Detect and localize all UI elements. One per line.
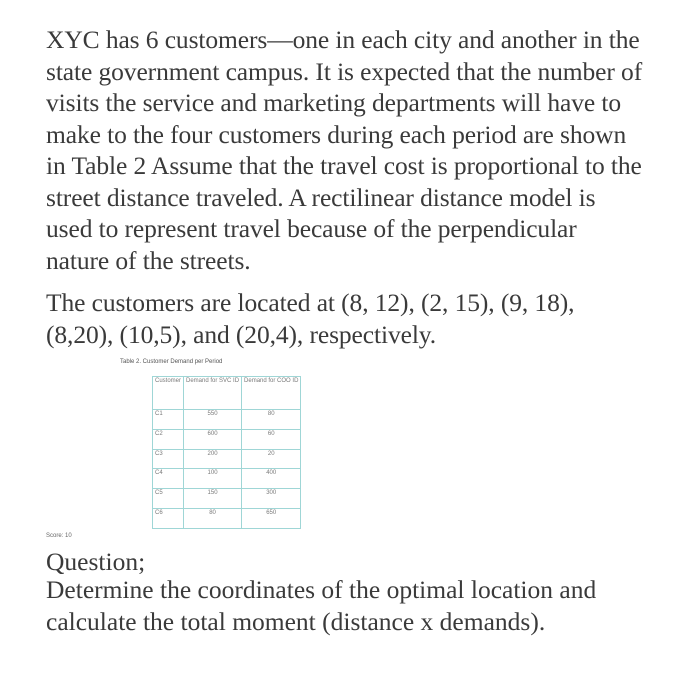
cell-customer: C2 [153,429,184,449]
table-caption: Table 2. Customer Demand per Period [120,359,223,365]
cell-demand-svc: 600 [184,429,242,449]
header-customer: Customer [153,377,184,410]
table-row [153,449,301,469]
table-header-row [153,377,301,410]
problem-paragraph-1: XYC has 6 customers—one in each city and another in the state government campus. It is expected that the number of visits the service and marketing departments will have to make to the four customers during each period are shown in Table 2 Assume that the travel cost is proportional to the street distance traveled. A rectilinear distance model is used to represent travel because of the perpendicular nature of the streets. [46,25,643,275]
cell-customer: C5 [153,489,184,509]
cell-demand-svc: 80 [184,509,242,529]
cell-demand-coo: 20 [242,449,301,469]
cell-demand-coo: 300 [242,489,301,509]
cell-demand-svc: 200 [184,449,242,469]
cell-demand-svc: 100 [184,469,242,489]
cell-customer: C3 [153,449,184,469]
cell-demand-coo: 400 [242,469,301,489]
table-row [153,489,301,509]
table-row [153,509,301,529]
question-label: Question; [46,547,146,576]
table-row [153,429,301,449]
problem-paragraph-2: The customers are located at (8, 12), (2, 15), (9, 18), (8,20), (10,5), and (20,4), respectively. [46,288,575,349]
table-row [153,469,301,489]
table-row [153,410,301,430]
header-demand-svc: Demand for SVC ID [184,377,242,410]
cell-customer: C6 [153,509,184,529]
cell-demand-coo: 60 [242,429,301,449]
cell-demand-svc: 150 [184,489,242,509]
question-text: Determine the coordinates of the optimal location and calculate the total moment (distance x demands). [46,575,597,636]
cell-demand-svc: 550 [184,410,242,430]
cell-demand-coo: 650 [242,509,301,529]
score-label: Score: 10 [46,533,72,539]
header-demand-coo: Demand for COO ID [242,377,301,410]
cell-demand-coo: 80 [242,410,301,430]
cell-customer: C4 [153,469,184,489]
customer-demand-table [152,376,301,529]
cell-customer: C1 [153,410,184,430]
